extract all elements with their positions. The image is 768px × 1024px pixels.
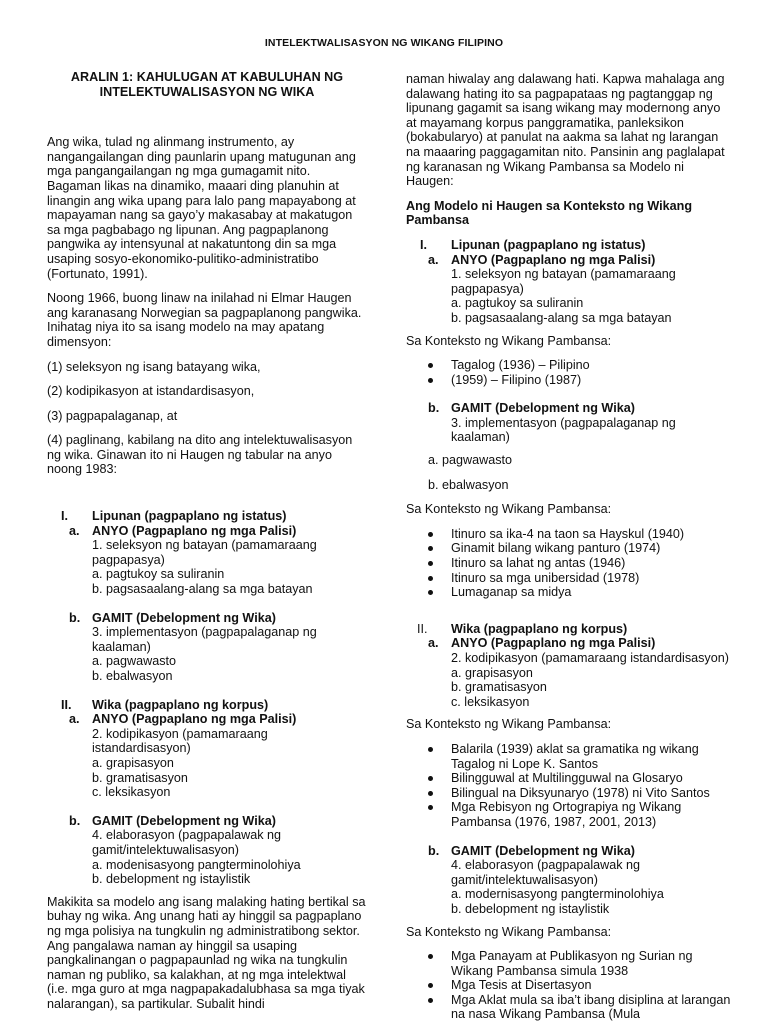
outline-subsection: b. GAMIT (Debelopment ng Wika) xyxy=(69,813,276,828)
outline-subsection: b. GAMIT (Debelopment ng Wika) xyxy=(428,843,635,858)
bullet-item: Mga Tesis at Disertasyon xyxy=(406,978,732,993)
right-column xyxy=(406,72,732,1022)
outline-section-2: II. Wika (pagpaplano ng korpus) xyxy=(61,697,269,712)
bullet-item: Tagalog (1936) – Pilipino xyxy=(406,358,732,373)
bullet-item: Itinuro sa mga unibersidad (1978) xyxy=(406,571,732,586)
dimension-item: (2) kodipikasyon at istandardisasyon, xyxy=(47,384,255,399)
bullet-item: Mga Rebisyon ng Ortograpiya ng Wikang Pambansa (1976, 1987, 2001, 2013) xyxy=(406,800,732,829)
bullet-item: Mga Aklat mula sa iba’t ibang disiplina at larangan na nasa Wikang Pambansa (Mula xyxy=(406,993,732,1022)
context-label: Sa Konteksto ng Wikang Pambansa: xyxy=(406,333,612,348)
bullet-item: Bilingguwal at Multilingguwal na Glosaryo xyxy=(406,771,732,786)
left-column xyxy=(47,70,367,1021)
bullet-list xyxy=(406,358,732,387)
bullet-list xyxy=(406,527,732,600)
bullet-list xyxy=(406,742,732,830)
dimension-item: (1) seleksyon ng isang batayang wika, xyxy=(47,359,261,374)
section-heading: Ang Modelo ni Haugen sa Konteksto ng Wikang Pambansa xyxy=(406,198,693,228)
outline-subsection: a. ANYO (Pagpaplano ng mga Palisi) xyxy=(69,712,297,727)
outline-item: b. pagsasaalang-alang sa mga batayan xyxy=(451,310,672,325)
outline-item: b. gramatisasyon xyxy=(92,770,188,785)
outline-subsection: a. ANYO (Pagpaplano ng mga Palisi) xyxy=(428,636,656,651)
bullet-item: Itinuro sa lahat ng antas (1946) xyxy=(406,556,732,571)
outline-subsection: b. GAMIT (Debelopment ng Wika) xyxy=(428,401,635,416)
outline-item: 1. seleksyon ng batayan (pamamaraang pagpapasya) xyxy=(92,538,317,567)
outline-item: a. modenisasyong pangterminolohiya xyxy=(92,857,301,872)
dimension-item: (3) pagpapalaganap, at xyxy=(47,408,178,423)
dimension-item: (4) paglinang, kabilang na dito ang intelektuwalisasyon ng wika. Ginawan ito ni Haugen ng tabular na anyo noong 1983: xyxy=(47,433,353,477)
lesson-title: ARALIN 1: KAHULUGAN AT KABULUHAN NG INTELEKTUWALISASYON NG WIKA xyxy=(70,70,344,99)
outline-item: b. debelopment ng istaylistik xyxy=(451,901,610,916)
document-header: INTELEKTWALISASYON NG WIKANG FILIPINO xyxy=(264,37,504,49)
outline-item: c. leksikasyon xyxy=(92,785,171,800)
outline-section-1: I. Lipunan (pagpaplano ng istatus) xyxy=(61,509,287,524)
outline-subsection: b. GAMIT (Debelopment ng Wika) xyxy=(69,610,276,625)
outline-subsection: a. ANYO (Pagpaplano ng mga Palisi) xyxy=(428,252,656,267)
bullet-item: Itinuro sa ika-4 na taon sa Hayskul (1940) xyxy=(406,527,732,542)
outline-section-2: II. Wika (pagpaplano ng korpus) xyxy=(417,621,628,636)
outline-item: b. ebalwasyon xyxy=(92,669,173,683)
outline-item: 4. elaborasyon (pagpapalawak ng gamit/intelektuwalisasyon) xyxy=(92,828,282,857)
bullet-item: (1959) – Filipino (1987) xyxy=(406,373,732,388)
outline-item: a. pagtukoy sa suliranin xyxy=(451,296,584,311)
context-label: Sa Konteksto ng Wikang Pambansa: xyxy=(406,717,612,732)
paragraph: Makikita sa modelo ang isang malaking hating bertikal sa buhay ng wika. Ang unang hati ay hinggil sa pagpaplano ng mga polisiya na tungkulin ng administratibong sektor. Ang pangalawa naman ay hinggil sa usaping pangkalinangan o pagpapaunlad ng wika na tungkulin naman ng publiko, sa kalakhan, at ng mga intelektwal (i.e. mga guro at mga nagpapakadalubhasa sa mga tiyak nalarangan), sa partikular. Subalit hindi xyxy=(47,894,366,1011)
outline-item: b. debelopment ng istaylistik xyxy=(92,872,251,887)
bullet-item: Ginamit bilang wikang panturo (1974) xyxy=(406,541,732,556)
outline-item: a. pagwawasto xyxy=(428,453,513,468)
outline-subsection: a. ANYO (Pagpaplano ng mga Palisi) xyxy=(69,523,297,538)
outline-item: 2. kodipikasyon (pamamaraang istandardisasyon) xyxy=(451,651,729,665)
bullet-list xyxy=(406,949,732,1022)
bullet-item: Bilingual na Diksyunaryo (1978) ni Vito Santos xyxy=(406,786,732,801)
outline-item: b. ebalwasyon xyxy=(428,477,509,492)
bullet-item: Mga Panayam at Publikasyon ng Surian ng Wikang Pambansa simula 1938 xyxy=(406,949,732,978)
context-label: Sa Konteksto ng Wikang Pambansa: xyxy=(406,502,612,517)
outline-section-1: I. Lipunan (pagpaplano ng istatus) xyxy=(420,237,646,252)
outline-item: a. pagtukoy sa suliranin xyxy=(92,567,225,582)
outline-item: c. leksikasyon xyxy=(451,694,530,709)
outline-item: b. gramatisasyon xyxy=(451,680,547,695)
paragraph: Noong 1966, buong linaw na inilahad ni Elmar Haugen ang karanasang Norwegian sa pagpaplanong pangwika. Inihatag niya ito sa isang modelo na may apatang dimensyon: xyxy=(47,291,362,349)
paragraph: naman hiwalay ang dalawang hati. Kapwa mahalaga ang dalawang hating ito sa pagpapataas ng pagtanggap ng lipunang gagamit sa isang wikang may modernong anyo at mayamang korpus panggramatika, panleksikon (bokabularyo) at panulat na aakma sa lahat ng larangan na maaaring paggagamitan nito. Pansinin ang paglalapat ng karanasan ng Wikang Pambansa sa Modelo ni Haugen: xyxy=(406,72,725,189)
bullet-item: Balarila (1939) aklat sa gramatika ng wikang Tagalog ni Lope K. Santos xyxy=(406,742,732,771)
bullet-item: Lumaganap sa midya xyxy=(406,585,732,600)
outline-item: a. pagwawasto xyxy=(92,654,177,669)
outline-item: 2. kodipikasyon (pamamaraang istandardisasyon) xyxy=(92,726,268,756)
outline-item: 3. implementasyon (pagpapalaganap ng kaalaman) xyxy=(92,625,317,654)
outline-item: 1. seleksyon ng batayan (pamamaraang pagpapasya) xyxy=(451,267,676,296)
outline-item: 3. implementasyon (pagpapalaganap ng kaalaman) xyxy=(451,415,676,445)
outline-item: 4. elaborasyon (pagpapalawak ng gamit/intelektuwalisasyon) xyxy=(451,858,641,887)
paragraph: Ang wika, tulad ng alinmang instrumento, ay nangangailangan ding paunlarin upang matugunan ang mga pangangailangan ng mga gumagamit nito. Bagaman likas na dinamiko, maaari ding planuhin at linangin ang wika upang para lalo pang mapayabong at mapayaman nang sa gayo’y makasabay at makatugon sa mga pagbabago ng lipunan. Ang pagpaplanong pangwika ay intensyunal at nakatuntong din sa mga usaping sosyo-ekonomiko-pulitiko-administratibo (Fortunato, 1991). xyxy=(47,135,356,281)
outline-item: a. modernisasyong pangterminolohiya xyxy=(451,887,664,902)
context-label: Sa Konteksto ng Wikang Pambansa: xyxy=(406,924,612,939)
outline-item: a. grapisasyon xyxy=(92,755,174,770)
outline-item: a. grapisasyon xyxy=(451,665,533,680)
outline-item: b. pagsasaalang-alang sa mga batayan xyxy=(92,582,313,597)
